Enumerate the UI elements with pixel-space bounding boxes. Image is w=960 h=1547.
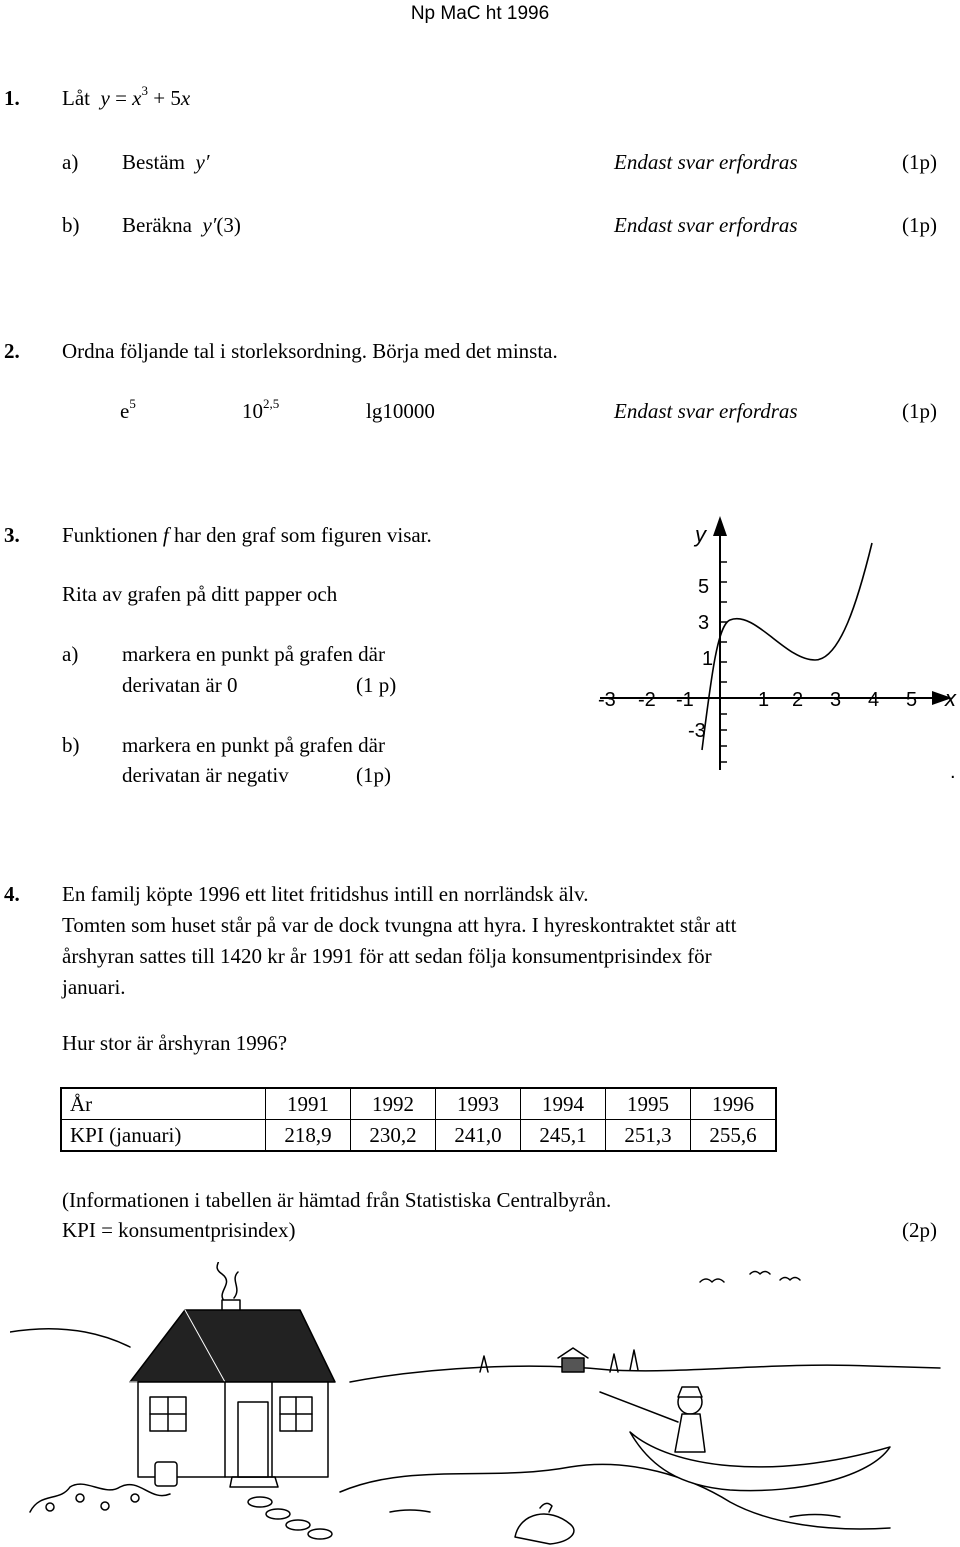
q3-number: 3. (4, 523, 20, 547)
boat-icon (630, 1432, 890, 1491)
y-tick-label: 5 (698, 576, 710, 598)
table-cell: 1994 (521, 1088, 606, 1120)
table-cell: 1992 (351, 1088, 436, 1120)
q3b-label: b) (62, 733, 80, 757)
table-row (61, 1088, 776, 1120)
q3a-line1: markera en punkt på grafen där (122, 642, 385, 666)
x-tick-label: -3 (598, 689, 616, 711)
q4-line: januari. (62, 975, 126, 999)
q2-number: 2. (4, 339, 20, 363)
table-header-cell: År (61, 1088, 266, 1120)
table-header-cell: KPI (januari) (61, 1120, 266, 1152)
x-tick-label: 3 (830, 689, 842, 711)
table-row (61, 1120, 776, 1152)
table-cell: 255,6 (691, 1120, 777, 1152)
table-cell: 1995 (606, 1088, 691, 1120)
x-tick-label: 1 (758, 689, 770, 711)
cottage-illustration (10, 1262, 950, 1547)
q1a-text: Bestäm y′ (122, 150, 210, 174)
bird-icon (780, 1278, 800, 1281)
q1b-label: b) (62, 213, 80, 237)
table-cell: 218,9 (266, 1120, 351, 1152)
y-tick-label: -3 (688, 720, 706, 742)
q4-line: Tomten som huset står på var de dock tvungna att hyra. I hyreskontraktet står att (62, 913, 737, 937)
y-tick-label: 3 (698, 612, 710, 634)
table-cell: 1993 (436, 1088, 521, 1120)
table-cell: 230,2 (351, 1120, 436, 1152)
bird-icon (700, 1279, 724, 1282)
door-icon (238, 1402, 268, 1477)
q3a-line2: derivatan är 0 (122, 673, 238, 697)
table-cell: 1996 (691, 1088, 777, 1120)
table-cell: 1991 (266, 1088, 351, 1120)
q1b-points: (1p) (902, 213, 937, 237)
function-curve (702, 543, 872, 750)
y-tick-label: 1 (702, 648, 714, 670)
q2-value-2: 10$^{2,5}$ (242, 396, 280, 423)
q4-source-line1: (Informationen i tabellen är hämtad från Statistiska Centralbyrån. (62, 1188, 612, 1212)
table-cell: 251,3 (606, 1120, 691, 1152)
q4-points: (2p) (902, 1218, 937, 1242)
x-tick-label: -2 (638, 689, 656, 711)
q4-line: årshyran sattes till 1420 kr år 1991 för att sedan följa konsumentprisindex för (62, 944, 712, 968)
q1-formula: Låt $y = x^3 + 5x$ (62, 83, 191, 110)
q3b-line1: markera en punkt på grafen där (122, 733, 385, 757)
x-tick-label: -1 (676, 689, 694, 711)
q2-points: (1p) (902, 399, 937, 423)
q4-question: Hur stor är årshyran 1996? (62, 1031, 288, 1055)
roof-icon (130, 1310, 335, 1382)
x-tick-label: 5 (906, 689, 918, 711)
q2-note: Endast svar erfordras (614, 399, 798, 423)
fishing-rod-icon (600, 1392, 678, 1422)
bird-icon (750, 1272, 770, 1275)
q3-instruction: Rita av grafen på ditt papper och (62, 582, 338, 606)
q1-number: 1. (4, 86, 20, 110)
page-header: Np MaC ht 1996 (410, 3, 550, 24)
q3b-line2: derivatan är negativ (122, 763, 289, 787)
q4-source-line2: KPI = konsumentprisindex) (62, 1218, 296, 1242)
y-ticks (720, 562, 727, 762)
trailing-mark: . (950, 761, 956, 783)
q3-text: Funktionen f har den graf som figuren visar. (62, 523, 432, 547)
q4-line: En familj köpte 1996 ett litet fritidshus intill en norrländsk älv. (62, 882, 589, 906)
function-graph (580, 510, 960, 800)
kpi-table (60, 1087, 777, 1152)
smoke-icon (215, 1262, 238, 1302)
table-cell: 245,1 (521, 1120, 606, 1152)
q2-value-3: lg10000 (366, 399, 435, 423)
q2-value-1: $e^5$ (120, 396, 136, 423)
q1a-points: (1p) (902, 150, 937, 174)
x-axis-label: x (945, 686, 956, 711)
q4-paragraph (62, 879, 942, 1003)
x-tick-label: 2 (792, 689, 804, 711)
q3a-label: a) (62, 642, 79, 666)
x-tick-label: 4 (868, 689, 880, 711)
y-axis-label: y (695, 522, 706, 547)
table-cell: 241,0 (436, 1120, 521, 1152)
y-axis-arrow-icon (713, 516, 727, 536)
q2-text: Ordna följande tal i storleksordning. Börja med det minsta. (62, 339, 558, 363)
q3a-points: (1 p) (356, 673, 397, 697)
q1a-label: a) (62, 150, 79, 174)
q1a-note: Endast svar erfordras (614, 150, 798, 174)
q3b-points: (1p) (356, 763, 391, 787)
q1b-note: Endast svar erfordras (614, 213, 798, 237)
q1b-text: Beräkna y′(3) (122, 213, 241, 237)
q4-number: 4. (4, 882, 20, 906)
